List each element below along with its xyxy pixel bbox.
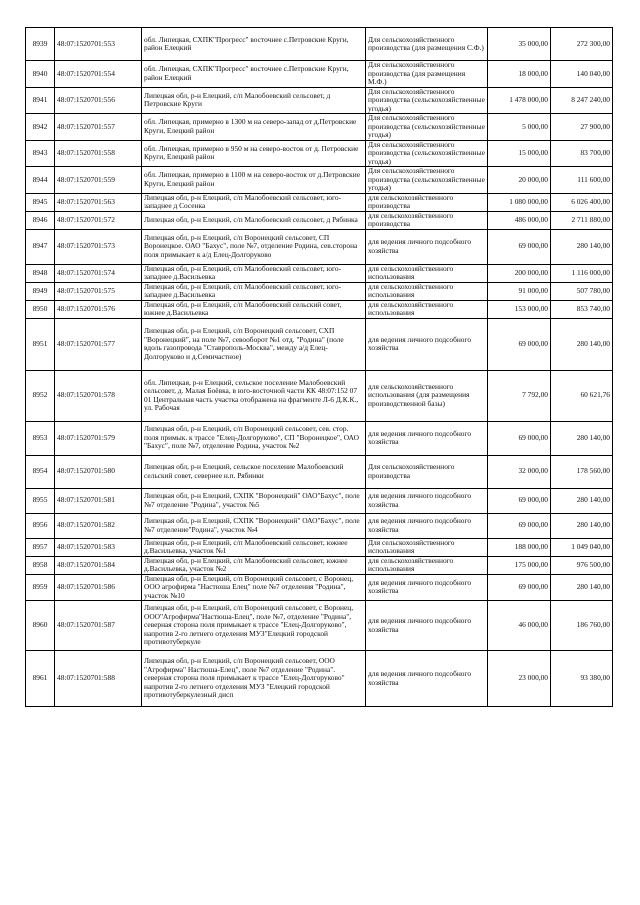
address-cell: Липецкая обл, р-н Елецкий, с/п Малобоевский сельсовет, д Рябинка: [142, 211, 366, 229]
permitted-use-cell: для ведения личного подсобного хозяйства: [366, 229, 488, 264]
address-cell: обл. Липецкая, р-н Елецкий, сельское поселение Малобоевский сельсовет, д. Малая Боёвка, в юго-восточной части КК 48:07:152 07 01 Центральная часть участка отображена на фрагменте Л-6 Д.К.К., ул. Рабочая: [142, 370, 366, 421]
row-number-cell: 8955: [26, 488, 55, 513]
row-number-cell: 8960: [26, 601, 55, 651]
cadastral-value-cell: 8 247 240,00: [551, 87, 613, 114]
permitted-use-cell: для сельскохозяйственного использования (для размещения производственной базы): [366, 370, 488, 421]
cadastral-number-cell: 48:07:1520701:559: [55, 167, 142, 194]
area-value-cell: 1 080 000,00: [488, 193, 551, 211]
cadastral-value-cell: 111 600,00: [551, 167, 613, 194]
table-row: [26, 651, 613, 707]
cadastral-number-cell: 48:07:1520701:588: [55, 651, 142, 707]
area-value-cell: 153 000,00: [488, 300, 551, 318]
table-row: [26, 28, 613, 61]
area-value-cell: 200 000,00: [488, 264, 551, 282]
cadastral-value-cell: 2 711 880,00: [551, 211, 613, 229]
permitted-use-cell: Для сельскохозяйственного производства (сельскохозяйственные угодья): [366, 167, 488, 194]
row-number-cell: 8944: [26, 167, 55, 194]
area-value-cell: 188 000,00: [488, 538, 551, 556]
row-number-cell: 8950: [26, 300, 55, 318]
table-row: [26, 211, 613, 229]
cadastral-value-cell: 280 140,00: [551, 574, 613, 601]
row-number-cell: 8954: [26, 455, 55, 488]
cadastral-value-cell: 27 900,00: [551, 114, 613, 141]
area-value-cell: 35 000,00: [488, 28, 551, 61]
permitted-use-cell: для сельскохозяйственного использования: [366, 282, 488, 300]
table-row: [26, 601, 613, 651]
table-row: [26, 370, 613, 421]
row-number-cell: 8945: [26, 193, 55, 211]
cadastral-number-cell: 48:07:1520701:554: [55, 61, 142, 88]
cadastral-value-cell: 507 780,00: [551, 282, 613, 300]
table-row: [26, 488, 613, 513]
address-cell: обл. Липецкая, примерно в 1300 м на северо-запад от д.Петровские Круги, Елецкий район: [142, 114, 366, 141]
area-value-cell: 486 000,00: [488, 211, 551, 229]
permitted-use-cell: Для сельскохозяйственного использования: [366, 538, 488, 556]
address-cell: Липецкая обл, р-н Елецкий, СХПК "Воронецкий" ОАО"Бахус", поле №7 отделение"Родина", участок №4: [142, 513, 366, 538]
permitted-use-cell: Для сельскохозяйственного производства (для размещения М.Ф.): [366, 61, 488, 88]
permitted-use-cell: Для сельскохозяйственного производства (сельскохозяйственные угодья): [366, 87, 488, 114]
address-cell: Липецкая обл, р-н Елецкий, с/п Воронецкий сельсовет, ООО "Агрофирма" Настюша-Елец", поле №7 отделение "Родина". северная сторона поля примыкает к трассе "Елец-Долгоруково" напротив 2-го летнего отделения МУЗ "Елецкий городской противотуберкулезный дисп: [142, 651, 366, 707]
area-value-cell: 1 478 000,00: [488, 87, 551, 114]
cadastral-number-cell: 48:07:1520701:557: [55, 114, 142, 141]
address-cell: Липецкая обл, р-н Елецкий, с/п Малобоевский сельсовет, юго-западнее д.Васильевка: [142, 282, 366, 300]
cadastral-value-cell: 140 040,00: [551, 61, 613, 88]
cadastral-number-cell: 48:07:1520701:556: [55, 87, 142, 114]
row-number-cell: 8956: [26, 513, 55, 538]
table-row: [26, 167, 613, 194]
cadastral-value-cell: 280 140,00: [551, 318, 613, 370]
permitted-use-cell: для сельскохозяйственного использования: [366, 556, 488, 574]
row-number-cell: 8941: [26, 87, 55, 114]
cadastral-number-cell: 48:07:1520701:574: [55, 264, 142, 282]
cadastral-number-cell: 48:07:1520701:584: [55, 556, 142, 574]
permitted-use-cell: для ведения личного подсобного хозяйства: [366, 601, 488, 651]
land-register-table: [25, 27, 613, 707]
address-cell: Липецкая обл, р-н Елецкий, с/п Малобоевский сельский совет, южнее д.Васильевка: [142, 300, 366, 318]
area-value-cell: 15 000,00: [488, 140, 551, 167]
permitted-use-cell: для ведения личного подсобного хозяйства: [366, 651, 488, 707]
table-row: [26, 318, 613, 370]
permitted-use-cell: Для сельскохозяйственного производства (для размещения С.Ф.): [366, 28, 488, 61]
cadastral-number-cell: 48:07:1520701:572: [55, 211, 142, 229]
address-cell: обл. Липецкая, СХПК"Прогресс" восточнее с.Петровские Круги, район Елецкий: [142, 28, 366, 61]
cadastral-value-cell: 186 760,00: [551, 601, 613, 651]
cadastral-value-cell: 280 140,00: [551, 513, 613, 538]
table-row: [26, 87, 613, 114]
area-value-cell: 69 000,00: [488, 421, 551, 455]
permitted-use-cell: для сельскохозяйственного использования: [366, 264, 488, 282]
area-value-cell: 18 000,00: [488, 61, 551, 88]
row-number-cell: 8939: [26, 28, 55, 61]
cadastral-value-cell: 93 380,00: [551, 651, 613, 707]
row-number-cell: 8952: [26, 370, 55, 421]
address-cell: Липецкая обл, р-н Елецкий, с/п Малобоевский сельсовет, юго-западнее д Сосенка: [142, 193, 366, 211]
cadastral-number-cell: 48:07:1520701:580: [55, 455, 142, 488]
table-row: [26, 421, 613, 455]
table-row: [26, 574, 613, 601]
cadastral-value-cell: 280 140,00: [551, 421, 613, 455]
area-value-cell: 91 000,00: [488, 282, 551, 300]
cadastral-number-cell: 48:07:1520701:582: [55, 513, 142, 538]
area-value-cell: 69 000,00: [488, 318, 551, 370]
permitted-use-cell: для сельскохозяйственного использования: [366, 300, 488, 318]
row-number-cell: 8949: [26, 282, 55, 300]
area-value-cell: 69 000,00: [488, 574, 551, 601]
address-cell: обл. Липецкая, примерно в 1100 м на северо-восток от д.Петровские Круги, Елецкий район: [142, 167, 366, 194]
cadastral-number-cell: 48:07:1520701:581: [55, 488, 142, 513]
cadastral-number-cell: 48:07:1520701:573: [55, 229, 142, 264]
cadastral-number-cell: 48:07:1520701:563: [55, 193, 142, 211]
permitted-use-cell: для ведения личного подсобного хозяйства: [366, 318, 488, 370]
permitted-use-cell: Для сельскохозяйственного производства (сельскохозяйственные угодья): [366, 140, 488, 167]
cadastral-value-cell: 1 116 000,00: [551, 264, 613, 282]
area-value-cell: 46 000,00: [488, 601, 551, 651]
address-cell: Липецкая обл, р-н Елецкий, СХПК "Воронецкий" ОАО"Бахус", поле №7 отделение "Родина", участок №5: [142, 488, 366, 513]
cadastral-value-cell: 976 500,00: [551, 556, 613, 574]
table-row: [26, 193, 613, 211]
row-number-cell: 8959: [26, 574, 55, 601]
table-row: [26, 455, 613, 488]
area-value-cell: 69 000,00: [488, 488, 551, 513]
table-row: [26, 538, 613, 556]
cadastral-value-cell: 272 300,00: [551, 28, 613, 61]
row-number-cell: 8947: [26, 229, 55, 264]
address-cell: обл. Липецкая, примерно в 950 м на северо-восток от д. Петровские Круги, Елецкий район: [142, 140, 366, 167]
address-cell: Липецкая обл, р-н Елецкий, с/п Малобоевский сельсовет, южнее д.Васильевка, участок №1: [142, 538, 366, 556]
area-value-cell: 32 000,00: [488, 455, 551, 488]
table-row: [26, 229, 613, 264]
cadastral-number-cell: 48:07:1520701:578: [55, 370, 142, 421]
area-value-cell: 175 000,00: [488, 556, 551, 574]
row-number-cell: 8948: [26, 264, 55, 282]
table-row: [26, 114, 613, 141]
cadastral-value-cell: 178 560,00: [551, 455, 613, 488]
area-value-cell: 69 000,00: [488, 513, 551, 538]
address-cell: Липецкая обл, р-н Елецкий, с/п Воронецкий сельсовет, СП Воронецкое. ОАО "Бахус", поле №7, отделение Родина, сев.сторона поля примыкает к а/д Елец-Долгоруково: [142, 229, 366, 264]
address-cell: Липецкая обл, р-н Елецкий, с/п Воронецкий сельсовет, с Воронец, ООО агрофирма "Настюша Елец" поле №7 отделения "Родина", участок №10: [142, 574, 366, 601]
row-number-cell: 8942: [26, 114, 55, 141]
address-cell: Липецкая обл, р-н Елецкий, с/п Малобоевский сельсовет, юго-западнее д.Васильевка: [142, 264, 366, 282]
permitted-use-cell: для сельскохозяйственного производства: [366, 211, 488, 229]
area-value-cell: 20 000,00: [488, 167, 551, 194]
permitted-use-cell: Для сельскохозяйственного производства (сельскохозяйственные угодья): [366, 114, 488, 141]
permitted-use-cell: Для сельскохозяйственного производства: [366, 455, 488, 488]
permitted-use-cell: для ведения личного подсобного хозяйства: [366, 574, 488, 601]
permitted-use-cell: для ведения личного подсобного хозяйства: [366, 488, 488, 513]
cadastral-value-cell: 6 026 400,00: [551, 193, 613, 211]
permitted-use-cell: для ведения личного подсобного хозяйства: [366, 513, 488, 538]
table-row: [26, 282, 613, 300]
cadastral-value-cell: 1 049 040,00: [551, 538, 613, 556]
cadastral-value-cell: 83 700,00: [551, 140, 613, 167]
area-value-cell: 23 000,00: [488, 651, 551, 707]
address-cell: Липецкая обл, р-н Елецкий, с/п Воронецкий сельсовет, сев. стор. поля примык. к трассе "Елец-Долгоруково", СП "Воронецкое", ОАО "Бахус", поле №7, отделение Родина, участок №2: [142, 421, 366, 455]
table-body: [26, 28, 613, 707]
area-value-cell: 7 792,00: [488, 370, 551, 421]
row-number-cell: 8957: [26, 538, 55, 556]
cadastral-number-cell: 48:07:1520701:586: [55, 574, 142, 601]
cadastral-number-cell: 48:07:1520701:587: [55, 601, 142, 651]
area-value-cell: 5 000,00: [488, 114, 551, 141]
cadastral-value-cell: 280 140,00: [551, 488, 613, 513]
address-cell: Липецкая обл, р-н Елецкий, с/п Малобоевский сельсовет, южнее д.Васильевка, участок №2: [142, 556, 366, 574]
cadastral-number-cell: 48:07:1520701:576: [55, 300, 142, 318]
address-cell: Липецкая обл, р-н Елецкий, с/п Воронецкий сельсовет, с Воронец, ООО"Агрофирма"Настюша-Елец", поле №7, отделение "Родина", северная сторона поля примыкает к трассе "Елец-Долгоруково", напротив 2-го летнего отделения МУЗ"Елецкий городской противотуберкуле: [142, 601, 366, 651]
cadastral-number-cell: 48:07:1520701:575: [55, 282, 142, 300]
area-value-cell: 69 000,00: [488, 229, 551, 264]
table-row: [26, 556, 613, 574]
row-number-cell: 8961: [26, 651, 55, 707]
table-row: [26, 61, 613, 88]
cadastral-number-cell: 48:07:1520701:553: [55, 28, 142, 61]
table-row: [26, 140, 613, 167]
cadastral-number-cell: 48:07:1520701:579: [55, 421, 142, 455]
row-number-cell: 8953: [26, 421, 55, 455]
address-cell: Липецкая обл, р-н Елецкий, сельское поселение Малобоевский сельский совет, севернее н.п. Рябинки: [142, 455, 366, 488]
cadastral-number-cell: 48:07:1520701:577: [55, 318, 142, 370]
row-number-cell: 8951: [26, 318, 55, 370]
table-row: [26, 513, 613, 538]
cadastral-value-cell: 280 140,00: [551, 229, 613, 264]
table-row: [26, 300, 613, 318]
permitted-use-cell: для сельскохозяйственного производства: [366, 193, 488, 211]
address-cell: обл. Липецкая, СХПК"Прогресс" восточнее с.Петровские Круги, район Елецкий: [142, 61, 366, 88]
table-row: [26, 264, 613, 282]
row-number-cell: 8943: [26, 140, 55, 167]
row-number-cell: 8940: [26, 61, 55, 88]
cadastral-number-cell: 48:07:1520701:583: [55, 538, 142, 556]
address-cell: Липецкая обл, р-н Елецкий, с/п Малобоевский сельсовет, д Петровские Круги: [142, 87, 366, 114]
cadastral-number-cell: 48:07:1520701:558: [55, 140, 142, 167]
row-number-cell: 8946: [26, 211, 55, 229]
row-number-cell: 8958: [26, 556, 55, 574]
address-cell: Липецкая обл, р-н Елецкий, с/п Воронецкий сельсовет, СХП "Воронецкий", на поле №7, севооборот №1 отд. "Родина" (поле вдоль газопровода "Ставрополь-Москва", между а/д Елец-Долгоруково и д.Семичастное): [142, 318, 366, 370]
cadastral-value-cell: 853 740,00: [551, 300, 613, 318]
permitted-use-cell: для ведения личного подсобного хозяйства: [366, 421, 488, 455]
cadastral-value-cell: 60 621,76: [551, 370, 613, 421]
